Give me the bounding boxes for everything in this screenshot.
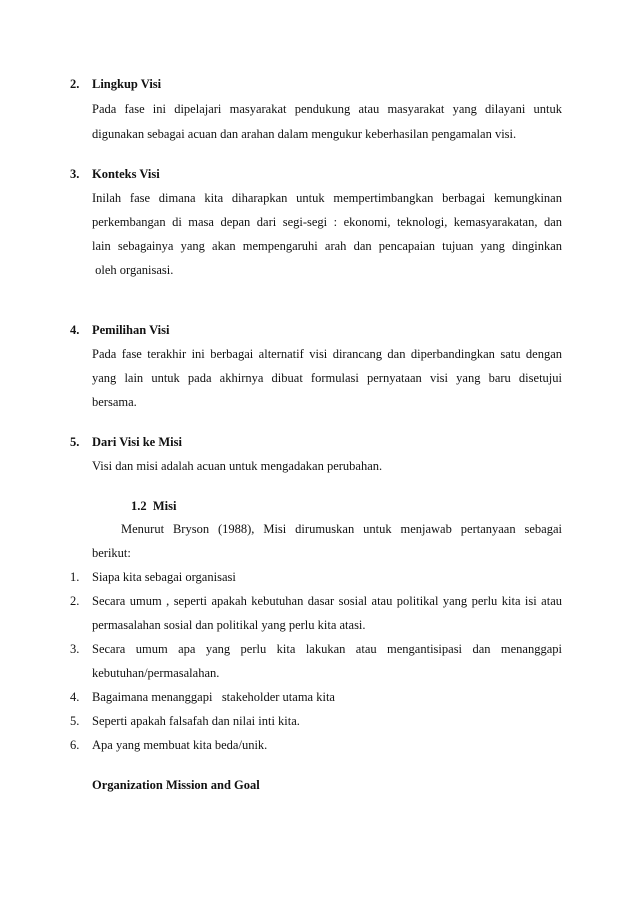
paragraph-line: Pada fase terakhir ini berbagai alternatif visi dirancang dan diperbandingkan satu dengan (92, 347, 562, 361)
list-item: Seperti apakah falsafah dan nilai inti kita. (92, 714, 300, 728)
closing-heading: Organization Mission and Goal (92, 778, 260, 792)
section-number: 2. (70, 77, 80, 91)
list-number: 4. (70, 690, 80, 704)
list-item: Siapa kita sebagai organisasi (92, 570, 236, 584)
paragraph-line: yang lain untuk pada akhirnya dibuat formulasi pernyataan visi yang baru disetujui (92, 371, 562, 385)
list-number: 3. (70, 642, 80, 656)
subsection-heading: 1.2 Misi (131, 499, 177, 513)
list-item: Secara umum , seperti apakah kebutuhan dasar sosial atau politikal yang perlu kita isi atau (92, 594, 562, 608)
section-title: Pemilihan Visi (92, 323, 170, 337)
paragraph-line: lain sebagainya yang akan mempengaruhi arah dan pencapaian tujuan yang dinginkan (92, 239, 562, 253)
section-title: Lingkup Visi (92, 77, 162, 91)
paragraph-line: digunakan sebagai acuan dan arahan dalam mengukur keberhasilan pengamalan visi. (92, 127, 517, 141)
paragraph-line: oleh organisasi. (92, 263, 174, 277)
paragraph-line: Pada fase ini dipelajari masyarakat pendukung atau masyarakat yang dilayani untuk (92, 102, 562, 116)
list-number: 6. (70, 738, 80, 752)
section-title: Dari Visi ke Misi (92, 435, 182, 449)
section-number: 3. (70, 167, 80, 181)
section-number: 4. (70, 323, 80, 337)
paragraph-line: bersama. (92, 395, 137, 409)
section-title: Konteks Visi (92, 167, 160, 181)
section-number: 5. (70, 435, 80, 449)
list-number: 2. (70, 594, 80, 608)
list-item: Secara umum apa yang perlu kita lakukan atau mengantisipasi dan menanggapi (92, 642, 562, 656)
paragraph-line: Menurut Bryson (1988), Misi dirumuskan untuk menjawab pertanyaan sebagai (121, 522, 562, 536)
paragraph-line: perkembangan di masa depan dari segi-segi : ekonomi, teknologi, kemasyarakatan, dan (92, 215, 562, 229)
list-number: 1. (70, 570, 80, 584)
list-item: Apa yang membuat kita beda/unik. (92, 738, 268, 752)
paragraph-line: Inilah fase dimana kita diharapkan untuk mempertimbangkan berbagai kemungkinan (92, 191, 562, 205)
list-number: 5. (70, 714, 80, 728)
paragraph-line: berikut: (92, 546, 131, 560)
list-item-continuation: permasalahan sosial dan politikal yang perlu kita atasi. (92, 618, 366, 632)
list-item: Bagaimana menanggapi stakeholder utama kita (92, 690, 335, 704)
paragraph-line: Visi dan misi adalah acuan untuk mengadakan perubahan. (92, 459, 383, 473)
list-item-continuation: kebutuhan/permasalahan. (92, 666, 220, 680)
